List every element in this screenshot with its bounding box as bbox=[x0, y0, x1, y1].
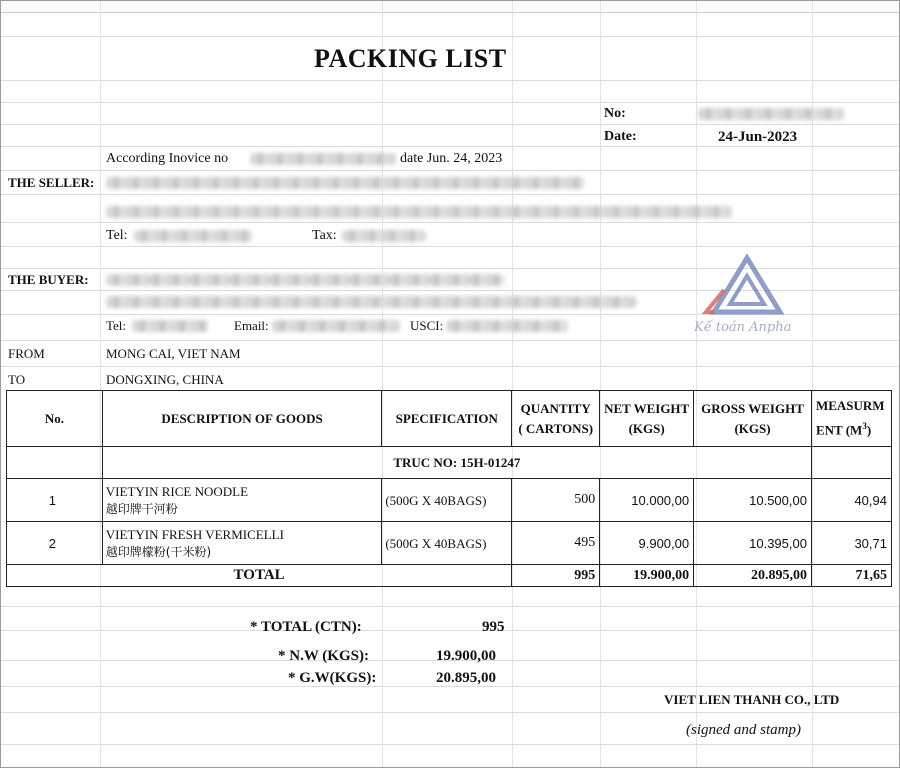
anpha-watermark bbox=[694, 252, 795, 344]
row-net-weight: 9.900,00 bbox=[600, 522, 694, 565]
seller-tax-redacted bbox=[342, 230, 426, 242]
row-measurement: 30,71 bbox=[811, 522, 891, 565]
total-measurement: 71,65 bbox=[811, 565, 891, 587]
buyer-usci-label: USCI: bbox=[410, 318, 444, 333]
to-label: TO bbox=[8, 372, 26, 387]
col-gross-weight-header: GROSS WEIGHT (KGS) bbox=[694, 391, 812, 447]
truck-number: TRUC NO: 15H-01247 bbox=[102, 447, 811, 479]
row-measurement: 40,94 bbox=[811, 479, 891, 522]
seller-label: THE SELLER: bbox=[8, 175, 95, 190]
seller-tel-redacted bbox=[134, 230, 252, 242]
row-gross-weight: 10.395,00 bbox=[694, 522, 812, 565]
table-header-row bbox=[7, 391, 892, 447]
row-no: 2 bbox=[7, 522, 103, 565]
col-measurement-header: MEASURM ENT $(M^3)$ bbox=[811, 391, 891, 447]
no-label: No: bbox=[604, 106, 626, 121]
buyer-tel-label: Tel: bbox=[106, 318, 127, 333]
col-no-header: No. bbox=[7, 391, 103, 447]
row-no: 1 bbox=[7, 479, 103, 522]
to-value: DONGXING, CHINA bbox=[106, 372, 224, 387]
no-value-redacted bbox=[698, 108, 844, 120]
buyer-tel-redacted bbox=[132, 320, 208, 332]
nw-value: 19.900,00 bbox=[436, 648, 496, 664]
table-row bbox=[7, 479, 892, 522]
row-quantity: 500 bbox=[512, 479, 600, 522]
goods-table bbox=[6, 390, 892, 587]
seller-address-redacted bbox=[106, 206, 732, 218]
buyer-name-redacted bbox=[106, 274, 504, 286]
page-title: PACKING LIST bbox=[314, 44, 507, 73]
invoice-number-redacted bbox=[250, 153, 396, 165]
total-label: TOTAL bbox=[7, 565, 512, 587]
total-ctn-label: * TOTAL (CTN): bbox=[250, 619, 362, 635]
col-description-header: DESCRIPTION OF GOODS bbox=[102, 391, 382, 447]
seller-name-redacted bbox=[106, 177, 584, 189]
total-ctn-value: 995 bbox=[482, 619, 505, 635]
seller-tax-label: Tax: bbox=[312, 228, 337, 243]
watermark-text: Kế toán Anpha bbox=[694, 320, 792, 335]
seller-tel-label: Tel: bbox=[106, 228, 128, 243]
invoice-date: date Jun. 24, 2023 bbox=[400, 151, 503, 166]
buyer-usci-redacted bbox=[446, 320, 568, 332]
col-net-weight-header: NET WEIGHT (KGS) bbox=[600, 391, 694, 447]
buyer-address-redacted bbox=[106, 296, 636, 308]
invoice-prefix: According Inovice no bbox=[106, 151, 229, 166]
gw-value: 20.895,00 bbox=[436, 670, 496, 686]
buyer-email-label: Email: bbox=[234, 318, 269, 333]
total-row bbox=[7, 565, 892, 587]
row-description: VIETYIN FRESH VERMICELLI 越印牌檬粉(干米粉) bbox=[102, 522, 382, 565]
col-specification-header: SPECIFICATION bbox=[382, 391, 512, 447]
signature-note: (signed and stamp) bbox=[686, 722, 801, 738]
row-specification: (500G X 40BAGS) bbox=[382, 479, 512, 522]
from-label: FROM bbox=[8, 346, 45, 361]
buyer-label: THE BUYER: bbox=[8, 272, 89, 287]
table-row bbox=[7, 522, 892, 565]
row-net-weight: 10.000,00 bbox=[600, 479, 694, 522]
gw-label: * G.W(KGS): bbox=[288, 670, 377, 686]
nw-label: * N.W (KGS): bbox=[278, 648, 369, 664]
row-quantity: 495 bbox=[512, 522, 600, 565]
company-name: VIET LIEN THANH CO., LTD bbox=[664, 692, 840, 707]
date-label: Date: bbox=[604, 129, 637, 144]
date-value: 24-Jun-2023 bbox=[718, 129, 798, 145]
total-gross-weight: 20.895,00 bbox=[694, 565, 812, 587]
truck-row bbox=[7, 447, 892, 479]
row-specification: (500G X 40BAGS) bbox=[382, 522, 512, 565]
from-value: MONG CAI, VIET NAM bbox=[106, 346, 241, 361]
row-gross-weight: 10.500,00 bbox=[694, 479, 812, 522]
col-quantity-header: QUANTITY ( CARTONS) bbox=[512, 391, 600, 447]
total-quantity: 995 bbox=[512, 565, 600, 587]
row-description: VIETYIN RICE NOODLE 越印牌干河粉 bbox=[102, 479, 382, 522]
total-net-weight: 19.900,00 bbox=[600, 565, 694, 587]
buyer-email-redacted bbox=[272, 320, 400, 332]
